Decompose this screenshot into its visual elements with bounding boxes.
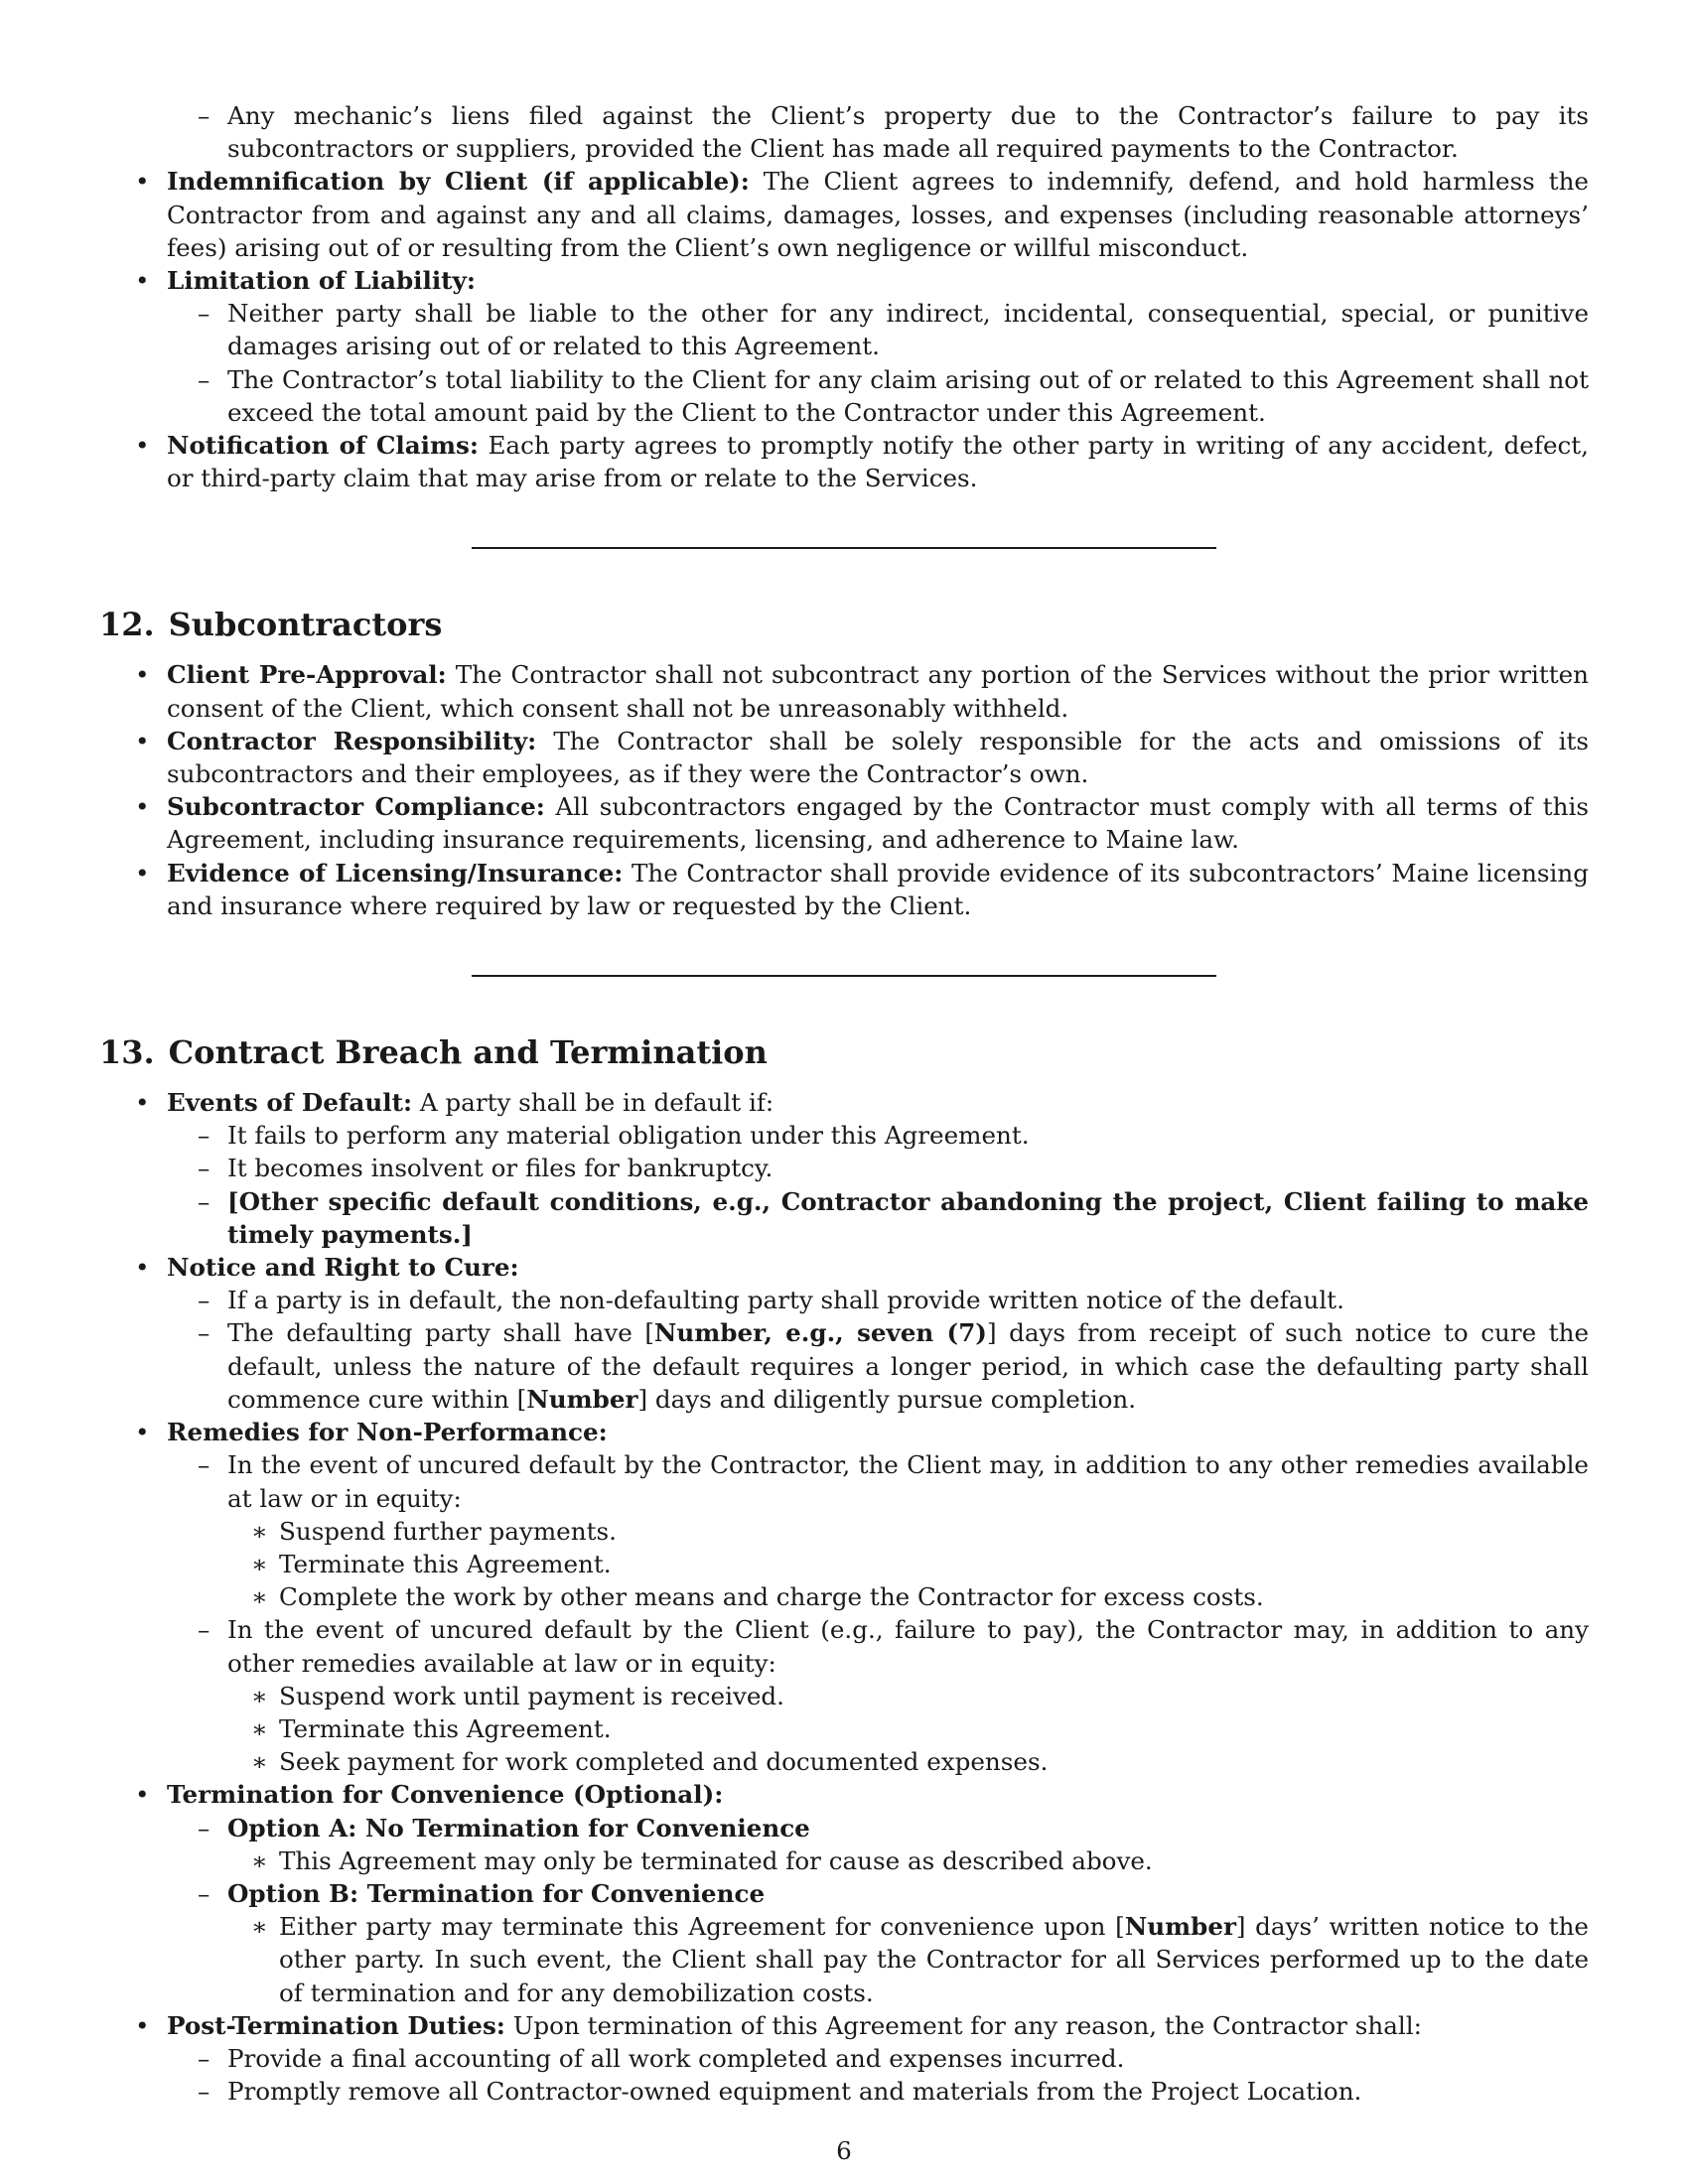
item-label: Events of Default: [167,1088,413,1118]
list-item: – Any mechanic’s liens filed against the Client’s property due to the Contractor’s failure to pay its subcontractors or suppliers, provided the Client has made all required payments to the Contractor. [167,99,1589,165]
section-11-list [99,165,1589,494]
list-item: ∗ Suspend further payments. [227,1515,1589,1548]
list-item: ∗ Suspend work until payment is received. [227,1680,1589,1712]
item-label: Notification of Claims: [167,431,479,461]
post-termination-sublist [167,2042,1589,2108]
item-label: Subcontractor Compliance: [167,792,545,822]
default-sublist [167,1119,1589,1251]
list-item [99,790,1589,856]
item-text: The Contractor shall be solely responsible for the acts and omissions of its subcontractors and their employees, as if they were the Contractor’s own. [167,726,1590,789]
remedies-client-sublist [227,1680,1589,1779]
option-b-sublist [227,1910,1589,2009]
list-item: – In the event of uncured default by the Contractor, the Client may, in addition to any other remedies available at law or in equity: ∗ Suspend further payments. ∗ Terminate this Agreement. ∗ Complete the work by other means and charge the Contractor for excess costs. [167,1448,1589,1613]
list-item: ∗ Either party may terminate this Agreement for convenience upon [Number] days’ written notice to the other party. In such event, the Client shall pay the Contractor for all Services performed up to the date of termination and for any demobilization costs. [227,1910,1589,2009]
cure-sublist [167,1284,1589,1416]
item-label: Indemnification by Client (if applicable): [167,167,750,197]
section-13-heading: 13. Contract Breach and Termination [99,1033,768,1072]
option-a-sublist [227,1844,1589,1877]
item-text: The Contractor shall provide evidence of its subcontractors’ Maine licensing and insurance where required by law or requested by the Client. [167,858,1589,920]
item-text: The Client agrees to indemnify, defend, and hold harmless the Contractor from and against any and all claims, damages, losses, and expenses (including reasonable attorneys’ fees) arising out of or resulting from the Client’s own negligence or willful misconduct. [167,167,1589,262]
list-item-convenience [99,1778,1589,2008]
list-item-remedies [99,1416,1589,1778]
section-13-list [99,1086,1589,2108]
limitation-sublist [167,297,1589,429]
item-text: Upon termination of this Agreement for any reason, the Contractor shall: [504,2010,1422,2040]
option-label: Option A: No Termination for Convenience [227,1813,810,1843]
placeholder-text: Number [1124,1912,1236,1942]
remedies-contractor-sublist [227,1515,1589,1614]
section-divider [472,975,1216,977]
item-label: Termination for Convenience (Optional): [167,1780,724,1810]
section-12-heading: 12. Subcontractors [99,606,443,644]
section-divider [472,547,1216,549]
list-item [167,1812,1589,1877]
item-label: Post-Termination Duties: [167,2010,505,2040]
list-item: ∗ Complete the work by other means and charge the Contractor for excess costs. [227,1580,1589,1613]
list-item: – Neither party shall be liable to the other for any indirect, incidental, consequential, special, or punitive damages arising out of or related to this Agreement. [167,297,1589,362]
placeholder-text: Number [526,1384,638,1414]
page-number: 6 [836,2136,852,2165]
list-item-default [99,1086,1589,1251]
list-item [167,1877,1589,2009]
placeholder-text: [Other specific default conditions, e.g., Contractor abandoning the project, Client failing to make timely payments.] [227,1186,1589,1249]
list-item-cure [99,1251,1589,1416]
item-label: Remedies for Non-Performance: [167,1418,608,1447]
list-item: ∗ This Agreement may only be terminated for cause as described above. [227,1844,1589,1877]
list-item: – If a party is in default, the non-defaulting party shall provide written notice of the default. [167,1284,1589,1316]
list-item [99,725,1589,790]
list-item: ∗ Terminate this Agreement. [227,1548,1589,1580]
item-text: A party shall be in default if: [412,1088,774,1118]
list-item-indemnification [99,165,1589,264]
remedies-sublist [167,1448,1589,1778]
list-item: – In the event of uncured default by the Client (e.g., failure to pay), the Contractor may, in addition to any other remedies available at law or in equity: ∗ Suspend work until payment is received. ∗ Terminate this Agreement. ∗ Seek payment for work completed and documented expenses. [167,1613,1589,1778]
option-label: Option B: Termination for Convenience [227,1878,766,1908]
item-label: Evidence of Licensing/Insurance: [167,858,624,887]
item-label: Notice and Right to Cure: [167,1253,519,1283]
list-item: ∗ Terminate this Agreement. [227,1712,1589,1745]
placeholder-text: Number, e.g., seven (7) [653,1318,987,1348]
list-item-post-termination [99,2009,1589,2109]
section-12-list [99,658,1589,922]
item-text: Each party agrees to promptly notify the other party in writing of any accident, defect, or third-party claim that may arise from or relate to the Services. [167,431,1589,493]
list-item: – It becomes insolvent or files for bankruptcy. [167,1152,1589,1184]
item-label: Limitation of Liability: [167,266,476,296]
list-item: – It fails to perform any material obligation under this Agreement. [167,1119,1589,1152]
list-item-notification [99,429,1589,494]
list-item: – The defaulting party shall have [Number, e.g., seven (7)] days from receipt of such notice to cure the default, unless the nature of the default requires a longer period, in which case the defaulting party shall commence cure within [Number] days and diligently pursue completion. [167,1316,1589,1416]
list-item: ∗ Seek payment for work completed and documented expenses. [227,1745,1589,1778]
list-item: – Promptly remove all Contractor-owned equipment and materials from the Project Location. [167,2075,1589,2108]
item-text: The Contractor shall not subcontract any portion of the Services without the prior written consent of the Client, which consent shall not be unreasonably withheld. [167,660,1590,723]
item-label: Client Pre-Approval: [167,660,447,690]
item-label: Contractor Responsibility: [167,726,537,755]
list-item [167,1185,1589,1251]
list-item [99,658,1589,724]
list-item-limitation [99,264,1589,429]
document-page [99,99,1589,2108]
item-text: All subcontractors engaged by the Contractor must comply with all terms of this Agreement, including insurance requirements, licensing, and adherence to Maine law. [167,792,1589,855]
liability-sublist [167,99,1589,165]
convenience-sublist [167,1812,1589,2009]
list-item [99,857,1589,922]
list-item: – Provide a final accounting of all work completed and expenses incurred. [167,2042,1589,2075]
list-item: – The Contractor’s total liability to the Client for any claim arising out of or related to this Agreement shall not exceed the total amount paid by the Client to the Contractor under this Agreement. [167,363,1589,429]
